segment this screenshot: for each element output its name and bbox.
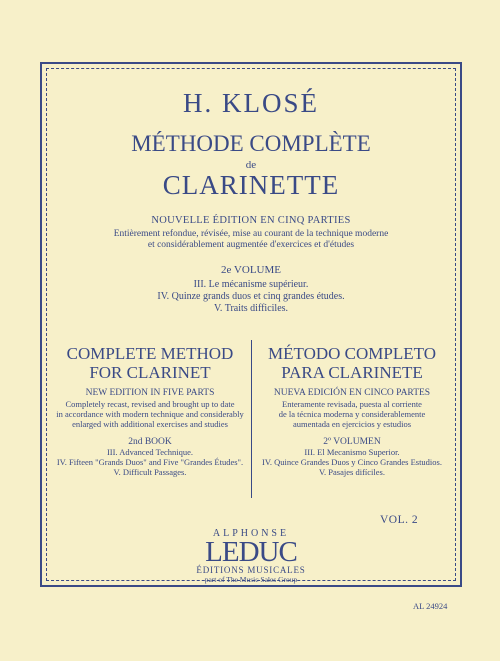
title-french-line2: CLARINETTE bbox=[162, 170, 340, 200]
volume-number: VOL. 2 bbox=[380, 514, 419, 526]
english-contents-item: V. Difficult Passages. bbox=[113, 467, 187, 477]
french-volume: 2e VOLUME bbox=[221, 264, 281, 276]
english-contents-item: III. Advanced Technique. bbox=[106, 447, 194, 457]
title-french-de: de bbox=[245, 159, 257, 171]
french-subtitle: NOUVELLE ÉDITION EN CINQ PARTIES bbox=[151, 215, 351, 226]
english-column bbox=[50, 344, 250, 477]
author-name: H. KLOSÉ bbox=[183, 88, 319, 118]
spanish-title-line: PARA CLARINETE bbox=[281, 363, 423, 382]
spanish-description-line: Enteramente revisada, puesta al corriente bbox=[282, 399, 422, 409]
english-title-line: COMPLETE METHOD bbox=[66, 344, 234, 363]
english-volume: 2nd BOOK bbox=[128, 437, 172, 447]
spanish-column bbox=[252, 344, 452, 477]
french-description bbox=[46, 229, 456, 251]
english-title-line: FOR CLARINET bbox=[89, 363, 211, 382]
spanish-contents-item: V. Pasajes difíciles. bbox=[319, 467, 385, 477]
catalog-number: AL 24924 bbox=[413, 601, 448, 611]
english-description bbox=[50, 399, 250, 429]
spanish-subtitle: NUEVA EDICIÓN EN CINCO PARTES bbox=[273, 388, 431, 398]
publisher-first-name: ALPHONSE bbox=[212, 528, 290, 539]
french-description-line: et considérablement augmentée d'exercices et d'études bbox=[147, 240, 355, 250]
english-description-line: in accordance with modern technique and considerably bbox=[56, 409, 244, 419]
publisher-name: LEDUC bbox=[205, 536, 297, 568]
english-contents-item: IV. Fifteen "Grands Duos" and Five "Grandes Études". bbox=[56, 457, 244, 467]
french-description-line: Entièrement refondue, révisée, mise au courant de la technique moderne bbox=[113, 229, 389, 239]
french-contents-item: IV. Quinze grands duos et cinq grandes études. bbox=[157, 291, 345, 302]
spanish-description bbox=[252, 399, 452, 429]
title-french-line1: MÉTHODE COMPLÈTE bbox=[131, 131, 371, 156]
english-description-line: Completely recast, revised and brought up to date bbox=[65, 399, 235, 409]
french-contents-item: III. Le mécanisme supérieur. bbox=[193, 279, 309, 290]
publisher-logo bbox=[46, 528, 456, 584]
french-contents-item: V. Traits difficiles. bbox=[213, 303, 289, 314]
french-contents bbox=[46, 279, 456, 315]
spanish-description-line: de la técnica moderna y considerablemente bbox=[278, 409, 426, 419]
english-description-line: enlarged with additional exercises and studies bbox=[72, 419, 228, 429]
spanish-description-line: aumentada en ejercicios y estudios bbox=[292, 419, 411, 429]
publisher-tagline: ÉDITIONS MUSICALES bbox=[196, 565, 306, 575]
spanish-contents-item: IV. Quince Grandes Duos y Cinco Grandes Estudios. bbox=[262, 457, 442, 467]
publisher-group: part of The Music Sales Group bbox=[204, 575, 298, 584]
spanish-contents-item: III. El Mecanismo Superior. bbox=[304, 447, 400, 457]
english-subtitle: NEW EDITION IN FIVE PARTS bbox=[85, 388, 215, 398]
spanish-title-line: MÉTODO COMPLETO bbox=[268, 344, 436, 363]
spanish-volume: 2º VOLUMEN bbox=[323, 437, 381, 447]
